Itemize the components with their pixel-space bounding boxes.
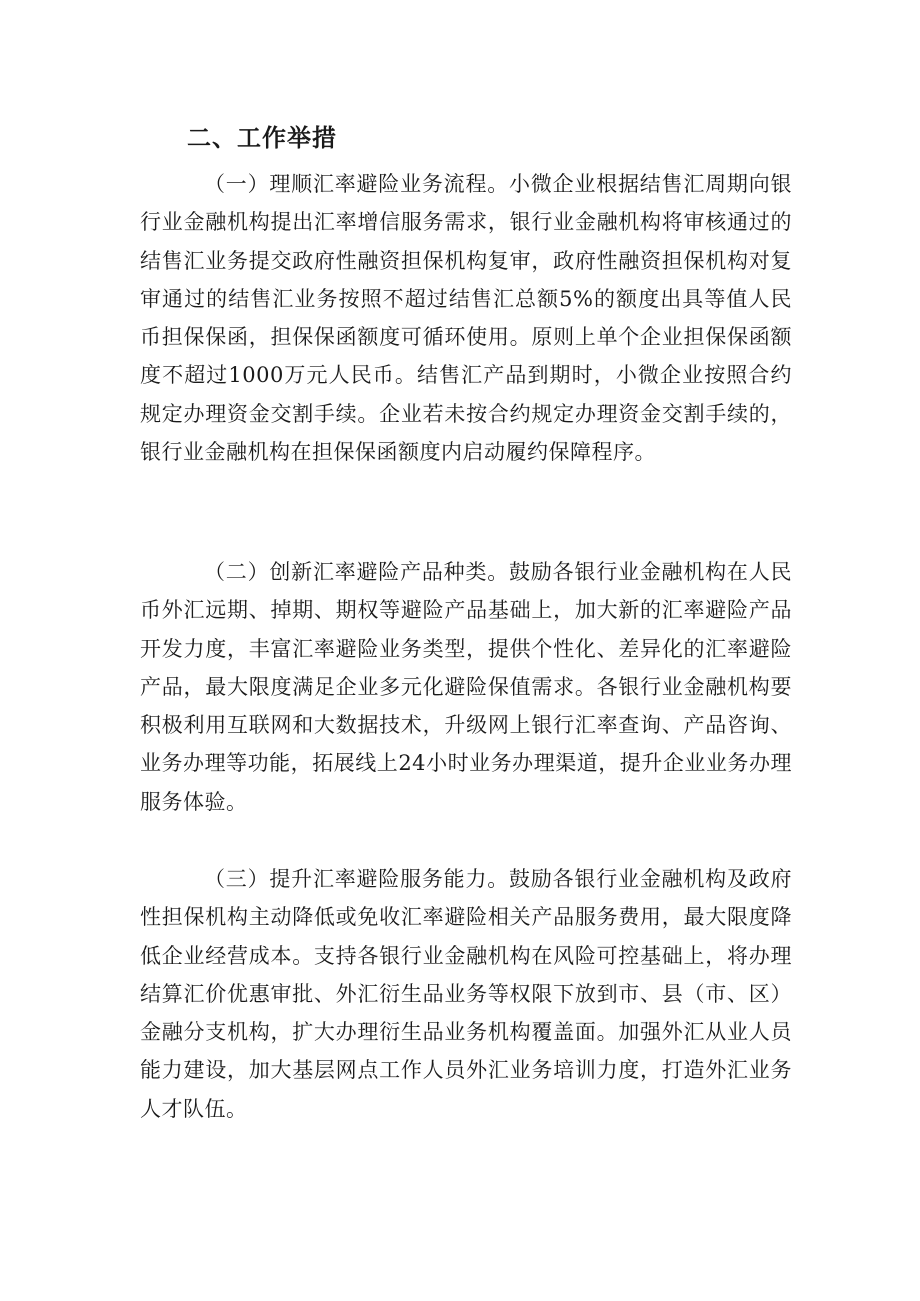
section-heading: 二、工作举措: [187, 124, 337, 152]
paragraph-3: （三）提升汇率避险服务能力。鼓励各银行业金融机构及政府性担保机构主动降低或免收汇率避险相关产品服务费用，最大限度降低企业经营成本。支持各银行业金融机构在风险可控基础上，将办理结算汇价优惠审批、外汇衍生品业务等权限下放到市、县（市、区）金融分支机构，扩大办理衍生品业务机构覆盖面。加强外汇从业人员能力建设，加大基层网点工作人员外汇业务培训力度，打造外汇业务人才队伍。: [140, 867, 792, 1121]
paragraph-1: （一）理顺汇率避险业务流程。小微企业根据结售汇周期向银行业金融机构提出汇率增信服务需求，银行业金融机构将审核通过的结售汇业务提交政府性融资担保机构复审，政府性融资担保机构对复审通过的结售汇业务按照不超过结售汇总额5%的额度出具等值人民币担保保函，担保保函额度可循环使用。原则上单个企业担保保函额度不超过1000万元人民币。结售汇产品到期时，小微企业按照合约规定办理资金交割手续。企业若未按合约规定办理资金交割手续的，银行业金融机构在担保保函额度内启动履约保障程序。: [140, 172, 792, 465]
paragraph-2: （二）创新汇率避险产品种类。鼓励各银行业金融机构在人民币外汇远期、掉期、期权等避险产品基础上，加大新的汇率避险产品开发力度，丰富汇率避险业务类型，提供个性化、差异化的汇率避险产品，最大限度满足企业多元化避险保值需求。各银行业金融机构要积极利用互联网和大数据技术，升级网上银行汇率查询、产品咨询、业务办理等功能，拓展线上24小时业务办理渠道，提升企业业务办理服务体验。: [140, 560, 792, 814]
